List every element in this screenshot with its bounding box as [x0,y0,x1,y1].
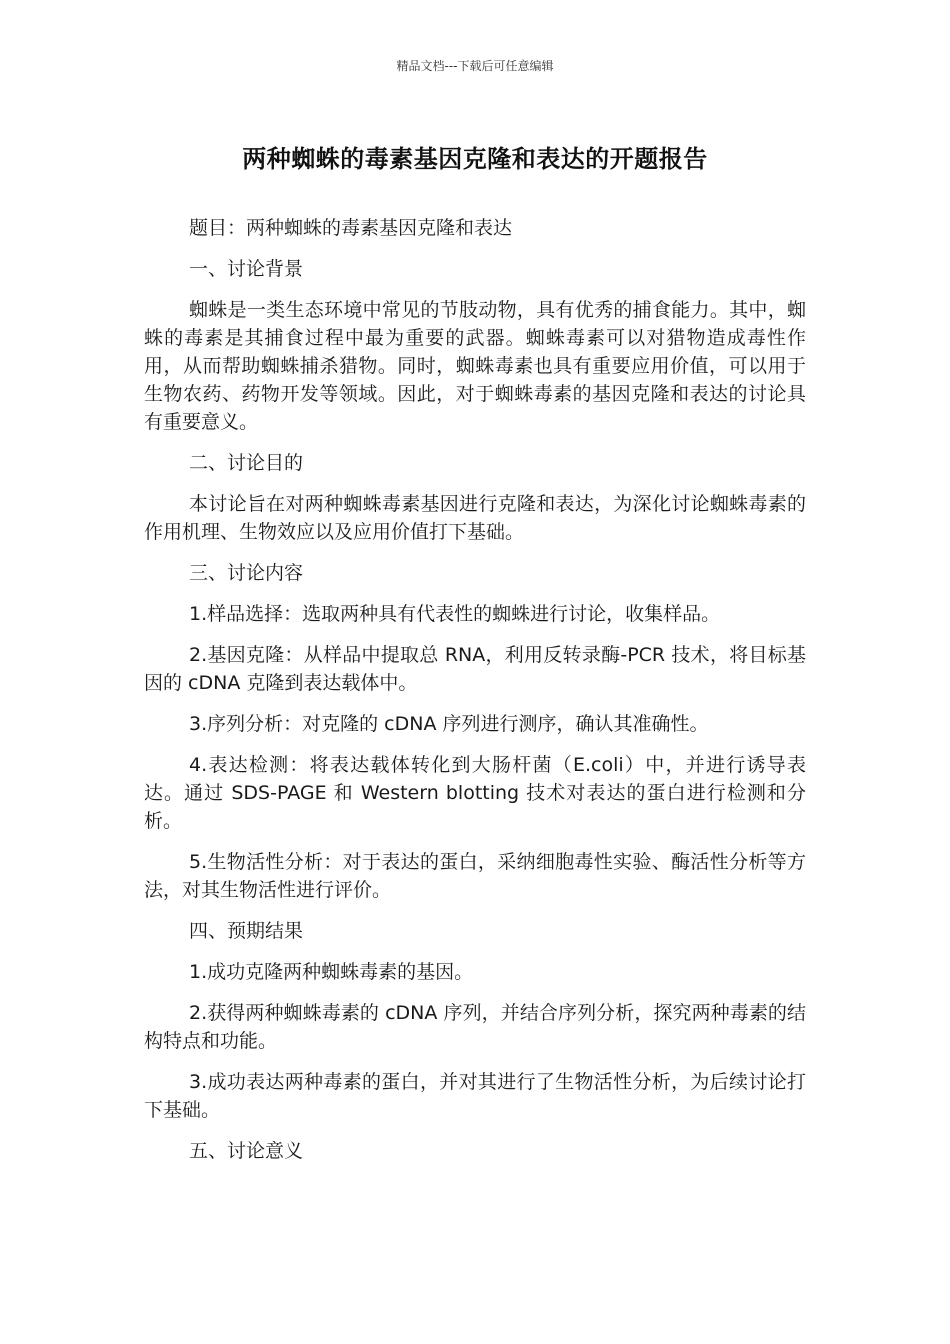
section-heading-content: 三、讨论内容 [189,562,304,584]
document-body [144,214,806,1178]
document-title: 两种蜘蛛的毒素基因克隆和表达的开题报告 [242,145,708,173]
section-heading-significance: 五、讨论意义 [189,1140,304,1162]
header-note: 精品文档---下载后可任意编辑 [396,59,554,73]
section-heading-purpose: 二、讨论目的 [189,452,304,474]
result-item-1: 1.成功克隆两种蜘蛛毒素的基因。 [189,961,474,983]
topic-line: 题目：两种蜘蛛的毒素基因克隆和表达 [189,217,513,239]
content-item-2: 2.基因克隆：从样品中提取总 RNA，利用反转录酶-PCR 技术，将目标基因的 cDNA 克隆到表达载体中。 [144,644,806,694]
content-item-3: 3.序列分析：对克隆的 cDNA 序列进行测序，确认其准确性。 [189,713,709,735]
purpose-paragraph: 本讨论旨在对两种蜘蛛毒素基因进行克隆和表达，为深化讨论蜘蛛毒素的作用机理、生物效应以及应用价值打下基础。 [144,493,806,543]
content-item-1: 1.样品选择：选取两种具有代表性的蜘蛛进行讨论，收集样品。 [189,603,721,625]
result-item-3: 3.成功表达两种毒素的蛋白，并对其进行了生物活性分析，为后续讨论打下基础。 [144,1071,806,1121]
result-item-2: 2.获得两种蜘蛛毒素的 cDNA 序列，并结合序列分析，探究两种毒素的结构特点和功能。 [144,1002,806,1052]
section-heading-results: 四、预期结果 [189,920,304,942]
section-heading-background: 一、讨论背景 [189,258,304,280]
content-item-4: 4.表达检测：将表达载体转化到大肠杆菌（E.coli）中，并进行诱导表达。通过 SDS-PAGE 和 Western blotting 技术对表达的蛋白进行检测和分析。 [144,754,806,832]
content-item-5: 5.生物活性分析：对于表达的蛋白，采纳细胞毒性实验、酶活性分析等方法，对其生物活性进行评价。 [144,851,806,901]
background-paragraph: 蜘蛛是一类生态环境中常见的节肢动物，具有优秀的捕食能力。其中，蜘蛛的毒素是其捕食过程中最为重要的武器。蜘蛛毒素可以对猎物造成毒性作用，从而帮助蜘蛛捕杀猎物。同时，蜘蛛毒素也具有重要应用价值，可以用于生物农药、药物开发等领域。因此，对于蜘蛛毒素的基因克隆和表达的讨论具有重要意义。 [144,299,806,433]
